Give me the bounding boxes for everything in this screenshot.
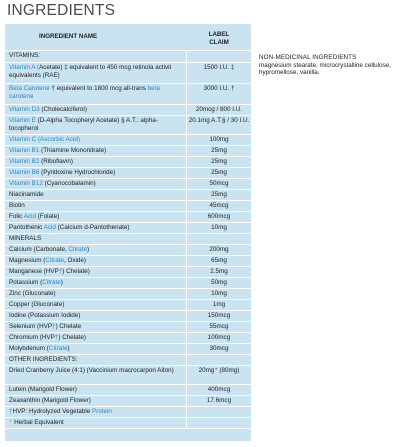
ingredient-name-cell: [5, 63, 187, 83]
ingredient-text: Vitamin D3: [9, 106, 40, 113]
ingredient-text: ) Chelate: [55, 323, 82, 330]
label-claim-cell: [187, 418, 251, 428]
ingredient-text: Zeaxanthin (Marigold Flower): [9, 397, 91, 404]
label-claim-cell: 25mg: [211, 147, 227, 154]
ingredient-name-cell: [5, 300, 187, 310]
ingredient-text: †: [9, 408, 13, 415]
table-row: [5, 256, 251, 267]
ingredient-text: Niacinamide: [9, 191, 44, 198]
ingredient-text: Zinc (Gluconate): [9, 290, 56, 297]
column-header-label: LABEL: [208, 31, 230, 38]
ingredient-text: (Pyridoxine Hydrochloride): [39, 169, 116, 176]
label-claim-cell: 100mg: [209, 136, 229, 143]
table-row: [5, 289, 251, 300]
ingredient-name-cell: [5, 407, 187, 417]
section-row: [5, 51, 251, 63]
label-claim-cell: 3000 I.U. †: [203, 85, 235, 92]
ingredient-name-cell: [5, 256, 187, 266]
ingredient-text: (Folate): [35, 213, 60, 220]
ingredient-name-cell: [5, 146, 187, 156]
table-row: [5, 105, 251, 116]
ingredient-text: †: [58, 268, 63, 275]
table-row: [5, 267, 251, 278]
ingredient-name-cell: [5, 51, 187, 62]
ingredient-name-cell: [5, 116, 187, 134]
ingredient-text: Beta Carotene: [9, 85, 50, 92]
non-medicinal-text: magnesium stearate, microcrystalline cellulose, hypromellose, vanilla.: [259, 61, 391, 77]
ingredient-text: Potassium (: [9, 279, 43, 286]
ingredient-text: OTHER INGREDIENTS:: [9, 356, 78, 363]
table-row: [5, 344, 251, 355]
ingredient-name-cell: [5, 135, 187, 145]
table-row: [5, 135, 251, 146]
ingredient-text: Vitamin C (Ascorbic Acid): [9, 136, 80, 143]
label-claim-cell: 25mg: [211, 191, 227, 198]
ingredient-text: ) Chelate): [58, 334, 87, 341]
ingredient-text: Vitamin B1: [9, 147, 40, 154]
ingredient-text: (Thiamine Mononitrate): [39, 147, 107, 154]
table-row: [5, 311, 251, 322]
label-claim-cell: 200mg: [209, 246, 229, 253]
ingredient-text: Citrate: [45, 257, 64, 264]
ingredient-name-cell: [5, 289, 187, 299]
ingredient-text: Protein: [91, 408, 112, 415]
label-claim-cell: 30mcg: [209, 345, 229, 352]
ingredient-text: ) Chelate): [62, 268, 90, 275]
table-row: [5, 333, 251, 344]
label-claim-cell: 100mcg: [207, 334, 231, 341]
ingredient-text: Vitamin B2: [9, 158, 40, 165]
ingredient-text: (Cholecalciferol): [39, 106, 87, 113]
label-claim-cell: 1mg: [212, 301, 226, 308]
ingredient-name-cell: [5, 234, 187, 244]
page-title: INGREDIENTS: [7, 2, 116, 19]
label-claim-cell: 25mg: [211, 169, 227, 176]
label-claim-cell: [187, 407, 251, 417]
table-row: [5, 84, 251, 105]
ingredient-text: †: [52, 323, 56, 330]
table-row: [5, 385, 251, 396]
ingredient-text: Acetate: [38, 64, 61, 71]
ingredient-name-cell: [5, 223, 187, 233]
ingredient-text: Chromium (HVP: [9, 334, 55, 341]
label-claim-cell: 50mg: [211, 279, 227, 286]
ingredient-text: (D-Alpha Tocopheryl Acetate) § A.T.: alpha-tocopherol: [9, 117, 158, 132]
ingredient-text: Copper (Gluconate): [9, 301, 65, 308]
ingredient-name-cell: [5, 105, 187, 115]
label-claim-cell: 20.1mg A.T.§ / 30 I.U.: [188, 117, 250, 124]
table-row: [5, 146, 251, 157]
ingredient-name-cell: [5, 333, 187, 343]
ingredient-text: †: [54, 334, 59, 341]
label-claim-cell: 20mg⁺ (80mg): [198, 367, 240, 374]
table-row: [5, 190, 251, 201]
ingredient-name-cell: [5, 322, 187, 332]
label-claim-cell: 600mcg: [207, 213, 231, 220]
ingredient-text: Pantothenic: [9, 224, 44, 231]
ingredient-text: Acid: [23, 213, 36, 220]
ingredient-name-cell: [5, 190, 187, 200]
ingredient-text: Vitamin B12: [9, 180, 43, 187]
non-medicinal-ingredients: [259, 54, 415, 77]
label-claim-cell: 20mcg / 800 I.U.: [195, 106, 243, 113]
ingredient-text: beta carotene: [9, 85, 160, 100]
footnote-row: [5, 407, 251, 418]
ingredient-text: Selenium (HVP: [9, 323, 53, 330]
ingredient-text: (Cyanocobalamin): [42, 180, 96, 187]
label-claim-cell: [187, 51, 251, 62]
table-row: [5, 63, 251, 84]
table-row: [5, 201, 251, 212]
section-row: [5, 234, 251, 245]
ingredient-name-cell: [5, 168, 187, 178]
ingredient-text: ⁺: [9, 419, 13, 426]
label-claim-cell: 45mcg: [209, 202, 229, 209]
column-header-claim: CLAIM: [209, 38, 229, 46]
ingredient-text: Dried Cranberry Juice (4:1) (Vaccinium macrocarpon Aiton): [9, 367, 174, 374]
ingredient-name-cell: [5, 396, 187, 406]
ingredient-name-cell: [5, 344, 187, 354]
table-row: [5, 212, 251, 223]
ingredient-text: VITAMINS:: [9, 52, 41, 59]
ingredient-text: Citrate: [48, 345, 68, 352]
table-row: [5, 278, 251, 289]
ingredient-text: Magnesium (: [9, 257, 46, 264]
ingredient-text: (Riboflavin): [39, 158, 73, 165]
label-claim-cell: 400mcg: [207, 386, 231, 393]
label-claim-cell: 50mcg: [209, 180, 229, 187]
section-row: [5, 355, 251, 366]
ingredient-name-cell: [5, 418, 187, 428]
label-claim-cell: 10mg: [211, 224, 227, 231]
table-row: [5, 396, 251, 407]
ingredient-name-cell: [5, 385, 187, 395]
ingredient-text: HVP: Hydrolyzed Vegetable: [12, 408, 92, 415]
ingredient-name-cell: [5, 245, 187, 255]
ingredient-name-cell: [5, 84, 187, 104]
ingredient-text: ): [87, 246, 90, 253]
table-row: [5, 223, 251, 234]
ingredient-text: ): [60, 279, 63, 286]
ingredient-text: Vitamin B6: [9, 169, 40, 176]
ingredient-name-cell: [5, 366, 187, 384]
table-row: [5, 179, 251, 190]
ingredient-text: Manganese (HVP: [9, 268, 59, 275]
ingredient-text: Biotin: [9, 202, 25, 209]
label-claim-cell: 55mcg: [209, 323, 229, 330]
ingredient-text: Molybdenum (: [9, 345, 49, 352]
table-body: [5, 51, 251, 429]
label-claim-cell: [187, 234, 251, 244]
ingredient-text: Calcium (Carbonate,: [9, 246, 69, 253]
ingredients-table: [5, 24, 251, 441]
label-claim-cell: 10mg: [211, 290, 227, 297]
table-row: [5, 116, 251, 135]
label-claim-cell: 65mg: [211, 257, 227, 264]
table-row: [5, 245, 251, 256]
ingredient-name-cell: [5, 212, 187, 222]
ingredient-text: MINERALS: [9, 235, 42, 242]
ingredient-text: ) ‡ equivalent to 450 mcg retinola activit equivalents (RAE): [9, 64, 172, 79]
footnote-row: [5, 418, 251, 429]
ingredient-name-cell: [5, 201, 187, 211]
ingredient-name-cell: [5, 278, 187, 288]
table-row: [5, 168, 251, 179]
table-row: [5, 300, 251, 311]
label-claim-cell: [187, 355, 251, 365]
table-row: [5, 157, 251, 168]
ingredient-text: † equivalent to 1800 mcg all-trans: [49, 85, 148, 92]
ingredient-text: Citrate: [68, 246, 88, 253]
label-claim-cell: 1500 I.U. ‡: [203, 64, 235, 71]
ingredient-text: , Oxide): [63, 257, 86, 264]
ingredient-name-cell: [5, 267, 187, 277]
ingredient-text: Vitamin E: [9, 117, 36, 124]
ingredient-text: Iodine (Potassium Iodide): [9, 312, 81, 319]
label-claim-cell: 25mg: [211, 158, 227, 165]
label-claim-cell: 150mcg: [207, 312, 231, 319]
ingredient-text: Vitamin A (: [9, 64, 39, 71]
table-row: [5, 366, 251, 385]
ingredient-name-cell: [5, 311, 187, 321]
ingredient-text: Lutein (Marigold Flower): [9, 386, 77, 393]
ingredient-name-cell: [5, 179, 187, 189]
ingredient-text: (Calcium d-Pantothenate): [55, 224, 130, 231]
label-claim-cell: 2.5mg: [210, 268, 228, 275]
ingredient-text: Folic: [9, 213, 24, 220]
ingredient-text: Herbal Equivalent: [12, 419, 64, 426]
ingredient-text: Acid: [43, 224, 56, 231]
table-row: [5, 322, 251, 333]
ingredient-name-cell: [5, 157, 187, 167]
table-header: [5, 24, 251, 51]
label-claim-cell: 17.6mcg: [206, 397, 232, 404]
column-header-ingredient-name: INGREDIENT NAME: [39, 33, 98, 40]
column-header-label-claim: [189, 31, 249, 46]
non-medicinal-title: NON-MEDICINAL INGREDIENTS: [259, 54, 357, 61]
ingredient-text: ): [67, 345, 70, 352]
ingredient-name-cell: [5, 355, 187, 365]
ingredient-text: Citrate: [42, 279, 61, 286]
